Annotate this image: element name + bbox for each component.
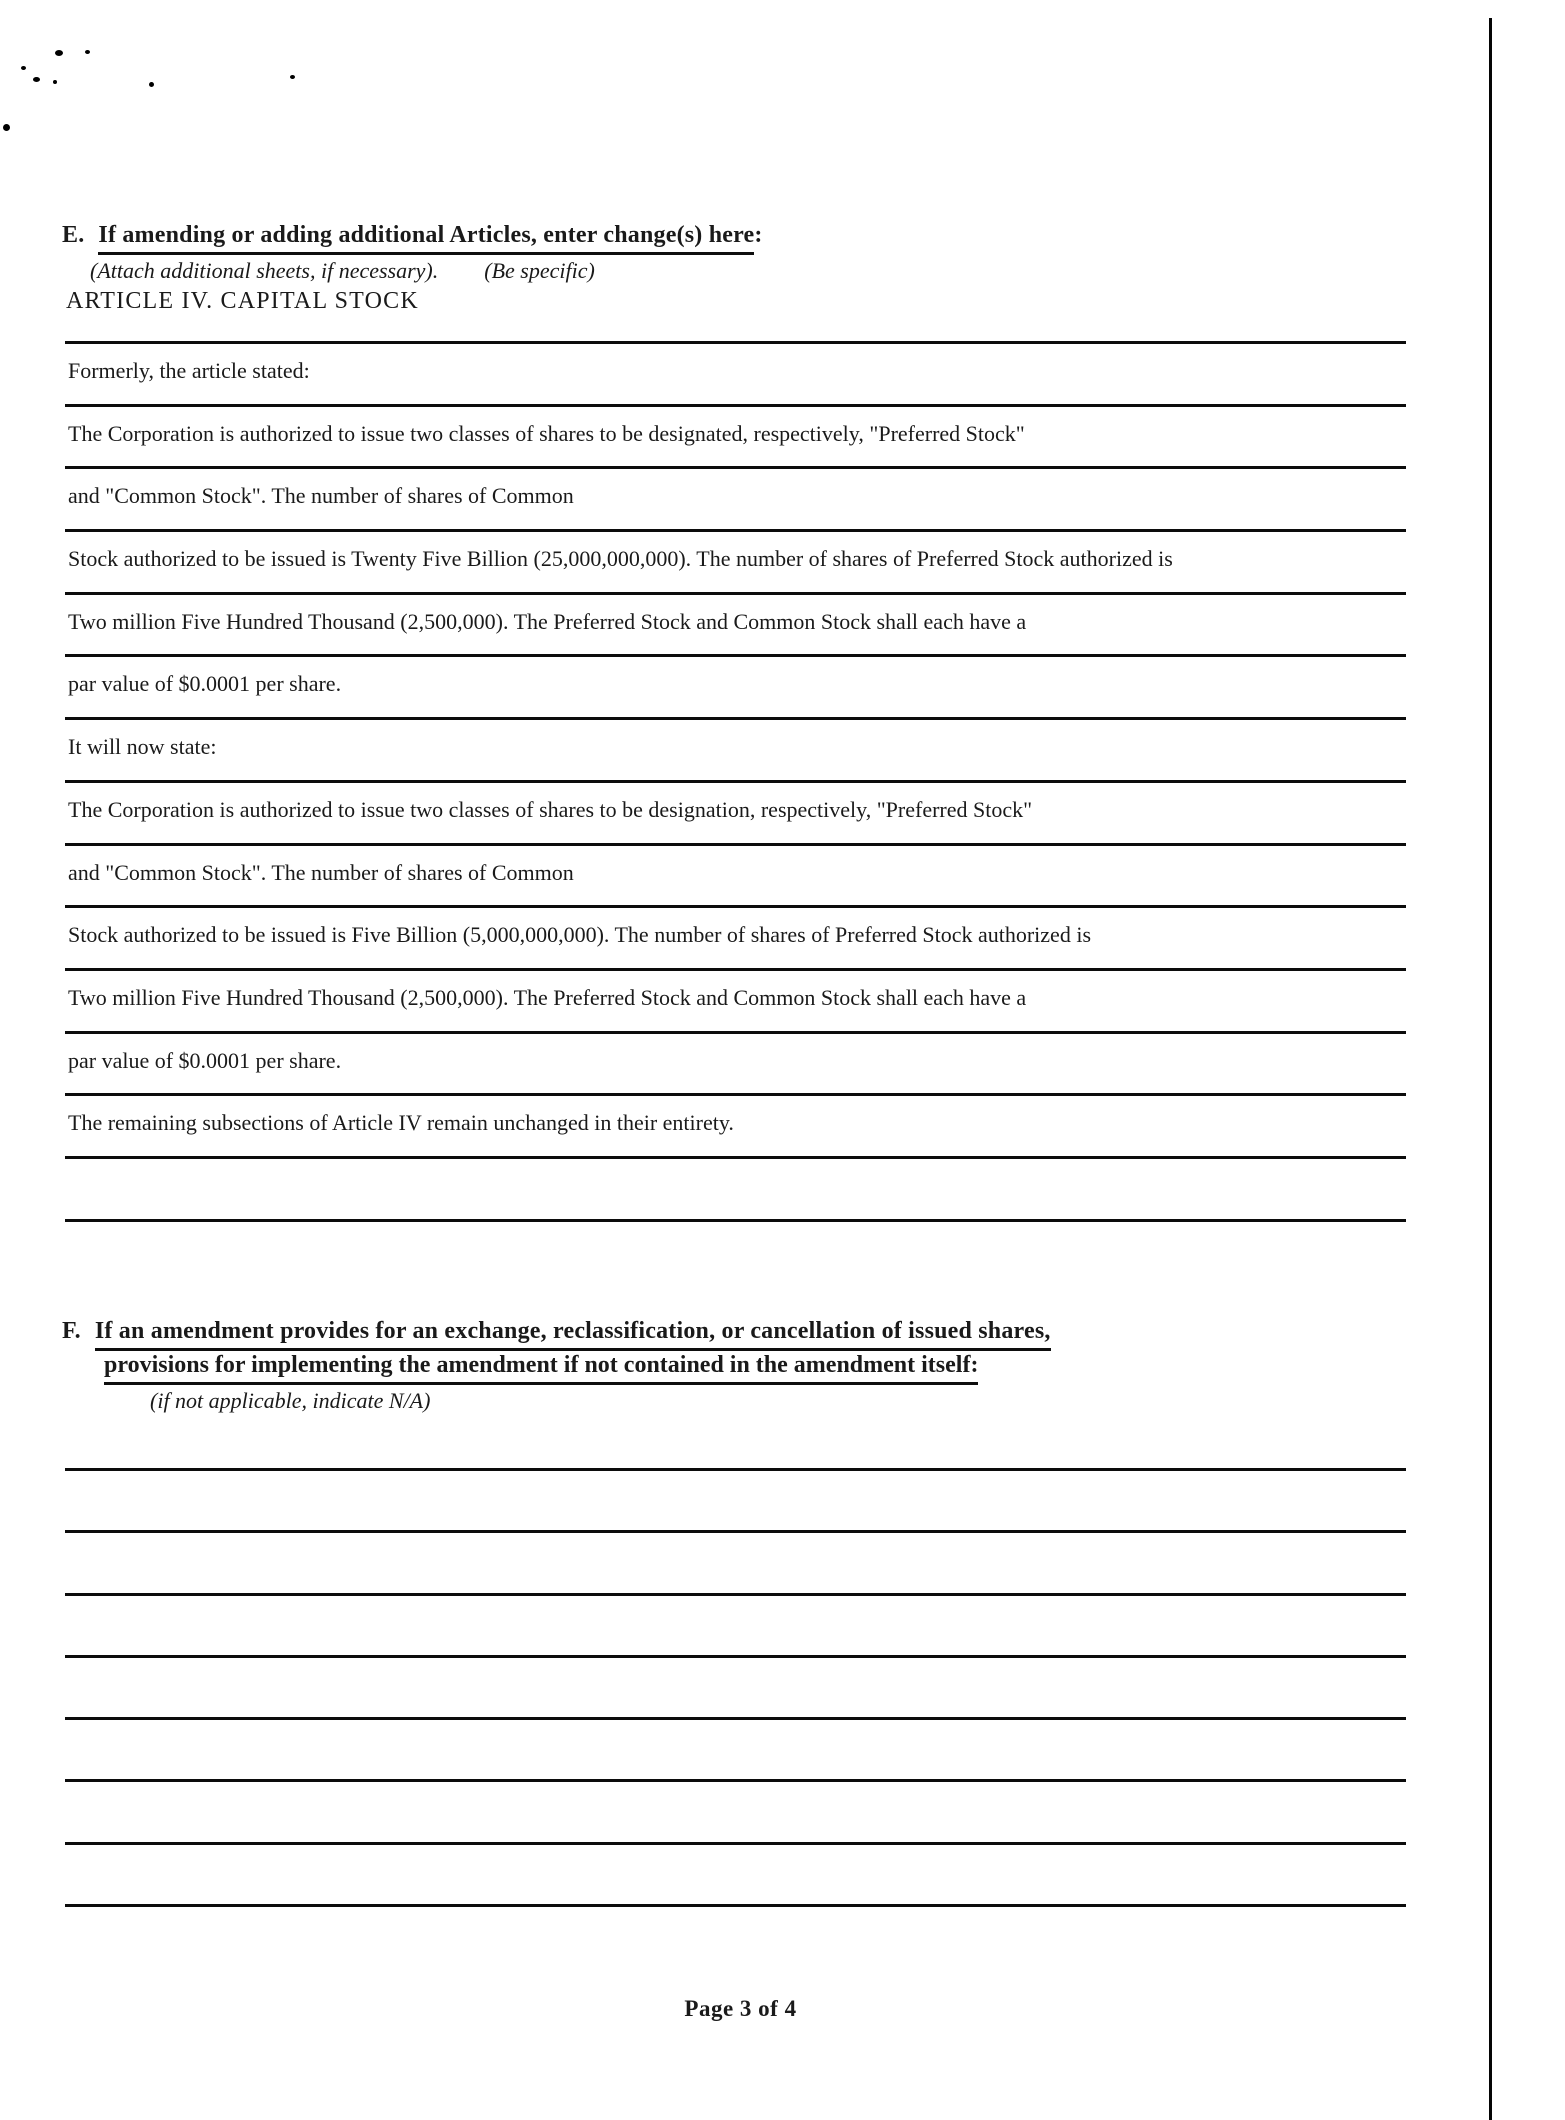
form-ruled-line (65, 1219, 1406, 1222)
page-number-indicator: Page 3 of 4 (684, 1996, 797, 2021)
page-footer (0, 1996, 1565, 2022)
blank-answer-line (65, 1655, 1406, 1717)
form-ruled-row (65, 1156, 1406, 1219)
form-ruled-row (65, 968, 1406, 1031)
form-ruled-row (65, 654, 1406, 717)
form-row-text: Stock authorized to be issued is Twenty Five Billion (25,000,000,000). The number of shares of Preferred Stock authorized is (68, 546, 1173, 572)
section-f-heading-line2: provisions for implementing the amendment if not contained in the amendment itself: (104, 1352, 978, 1385)
form-row-text: Stock authorized to be issued is Five Billion (5,000,000,000). The number of shares of Preferred Stock authorized is (68, 922, 1091, 948)
form-ruled-row (65, 905, 1406, 968)
form-ruled-row (65, 780, 1406, 843)
form-row-text: Two million Five Hundred Thousand (2,500,000). The Preferred Stock and Common Stock shall each have a (68, 984, 1027, 1010)
form-ruled-row (65, 529, 1406, 592)
form-ruled-row (65, 843, 1406, 906)
blank-answer-line (65, 1468, 1406, 1530)
form-ruled-row (65, 1031, 1406, 1094)
form-row-text: The Corporation is authorized to issue two classes of shares to be designation, respectively, "Preferred Stock" (68, 796, 1033, 822)
be-specific-note: (Be specific) (484, 258, 595, 283)
form-row-text: par value of $0.0001 per share. (68, 1047, 342, 1073)
attach-sheets-note: (Attach additional sheets, if necessary). (90, 258, 439, 283)
section-f-heading (62, 1318, 1051, 1351)
form-row-text: and "Common Stock". The number of shares of Common (68, 859, 574, 885)
form-row-text: par value of $0.0001 per share. (68, 671, 342, 697)
blank-answer-line (65, 1779, 1406, 1841)
section-f-blank-lines (65, 1468, 1406, 1966)
section-e-heading (62, 222, 763, 255)
ruled-rows (65, 341, 1406, 1222)
section-f-na-note: (if not applicable, indicate N/A) (150, 1388, 431, 1413)
blank-answer-line (65, 1717, 1406, 1779)
form-ruled-row (65, 717, 1406, 780)
section-e-instructions (90, 258, 595, 284)
form-ruled-row (65, 592, 1406, 655)
form-ruled-row (65, 1093, 1406, 1156)
blank-answer-line (65, 1530, 1406, 1592)
form-row-text: The remaining subsections of Article IV remain unchanged in their entirety. (68, 1110, 734, 1136)
form-row-text: and "Common Stock". The number of shares of Common (68, 483, 574, 509)
section-e-label: E. (62, 222, 85, 248)
form-row-text: The Corporation is authorized to issue two classes of shares to be designated, respectively, "Preferred Stock" (68, 420, 1025, 446)
form-ruled-row (65, 404, 1406, 467)
blank-answer-line (65, 1904, 1406, 1966)
form-ruled-row (65, 466, 1406, 529)
form-row-text: Formerly, the article stated: (68, 358, 310, 383)
section-f-label: F. (62, 1318, 81, 1344)
blank-answer-line (65, 1593, 1406, 1655)
form-row-text: Two million Five Hundred Thousand (2,500,000). The Preferred Stock and Common Stock shall each have a (68, 608, 1027, 634)
form-ruled-row (65, 341, 1406, 404)
section-f-heading-line1: If an amendment provides for an exchange, reclassification, or cancellation of issued shares, (95, 1318, 1051, 1351)
form-row-text: It will now state: (68, 734, 217, 760)
section-e-heading-text: If amending or adding additional Articles, enter change(s) here: (98, 222, 762, 255)
blank-answer-line (65, 1842, 1406, 1904)
article-iv-title: ARTICLE IV. CAPITAL STOCK (66, 288, 419, 314)
